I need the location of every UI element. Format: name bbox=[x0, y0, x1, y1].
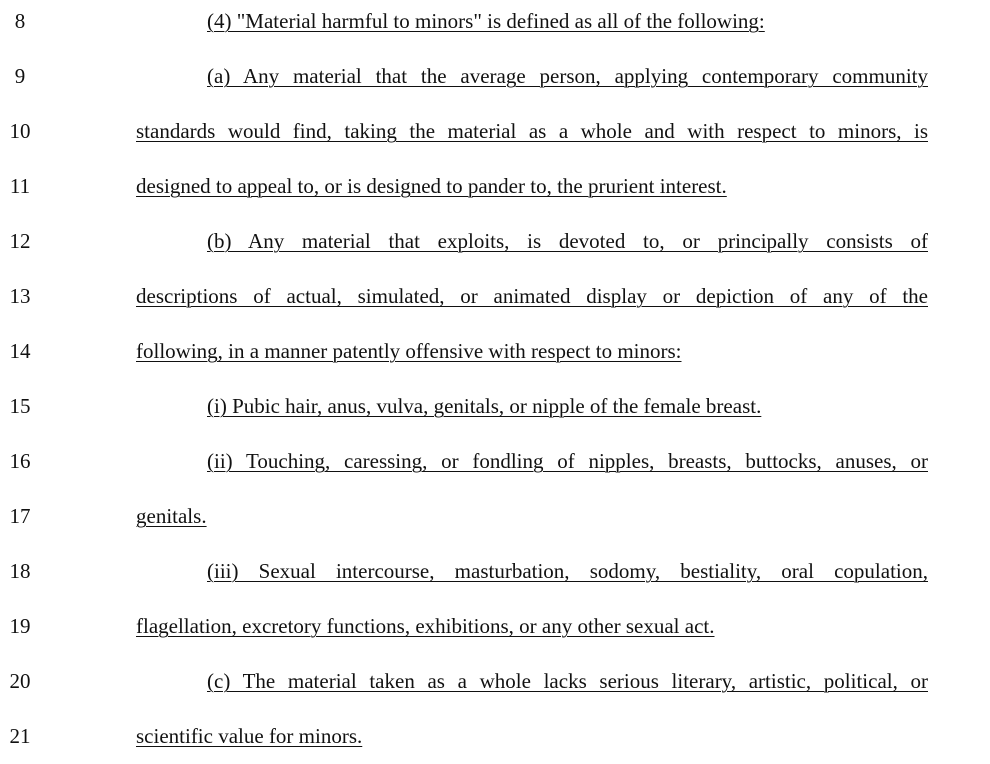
document-line bbox=[0, 119, 990, 159]
line-number: 11 bbox=[9, 174, 31, 198]
document-line bbox=[0, 339, 990, 379]
line-text: genitals. bbox=[136, 504, 207, 528]
line-text: following, in a manner patently offensive with respect to minors: bbox=[136, 339, 682, 363]
document-line bbox=[0, 614, 990, 654]
line-number: 16 bbox=[9, 449, 31, 473]
line-text: (b) Any material that exploits, is devoted to, or principally consists of bbox=[207, 229, 928, 253]
line-number: 15 bbox=[9, 394, 31, 418]
document-line bbox=[0, 174, 990, 214]
line-number: 9 bbox=[14, 64, 26, 88]
document-line bbox=[0, 9, 990, 49]
line-text: descriptions of actual, simulated, or animated display or depiction of any of the bbox=[136, 284, 928, 308]
line-text: designed to appeal to, or is designed to pander to, the prurient interest. bbox=[136, 174, 727, 198]
line-number: 19 bbox=[9, 614, 31, 638]
line-number: 21 bbox=[9, 724, 31, 748]
line-text: (i) Pubic hair, anus, vulva, genitals, or nipple of the female breast. bbox=[207, 394, 762, 418]
document-line bbox=[0, 559, 990, 599]
document-line bbox=[0, 449, 990, 489]
line-number: 14 bbox=[9, 339, 31, 363]
document-line bbox=[0, 284, 990, 324]
document-line bbox=[0, 64, 990, 104]
line-number: 17 bbox=[9, 504, 31, 528]
document-line bbox=[0, 229, 990, 269]
line-text: (ii) Touching, caressing, or fondling of nipples, breasts, buttocks, anuses, or bbox=[207, 449, 928, 473]
line-text: standards would find, taking the material as a whole and with respect to minors, is bbox=[136, 119, 928, 143]
line-text: (iii) Sexual intercourse, masturbation, sodomy, bestiality, oral copulation, bbox=[207, 559, 928, 583]
line-number: 12 bbox=[9, 229, 31, 253]
line-number: 10 bbox=[9, 119, 31, 143]
line-text: (4) "Material harmful to minors" is defined as all of the following: bbox=[207, 9, 765, 33]
document-line bbox=[0, 504, 990, 544]
line-text: flagellation, excretory functions, exhibitions, or any other sexual act. bbox=[136, 614, 715, 638]
document-line bbox=[0, 669, 990, 709]
line-text: scientific value for minors. bbox=[136, 724, 363, 748]
line-number: 8 bbox=[14, 9, 26, 33]
line-number: 18 bbox=[9, 559, 31, 583]
line-number: 20 bbox=[9, 669, 31, 693]
document-line bbox=[0, 724, 990, 764]
line-text: (a) Any material that the average person, applying contemporary community bbox=[207, 64, 928, 88]
document-line bbox=[0, 394, 990, 434]
line-text: (c) The material taken as a whole lacks serious literary, artistic, political, or bbox=[207, 669, 928, 693]
line-number: 13 bbox=[9, 284, 31, 308]
